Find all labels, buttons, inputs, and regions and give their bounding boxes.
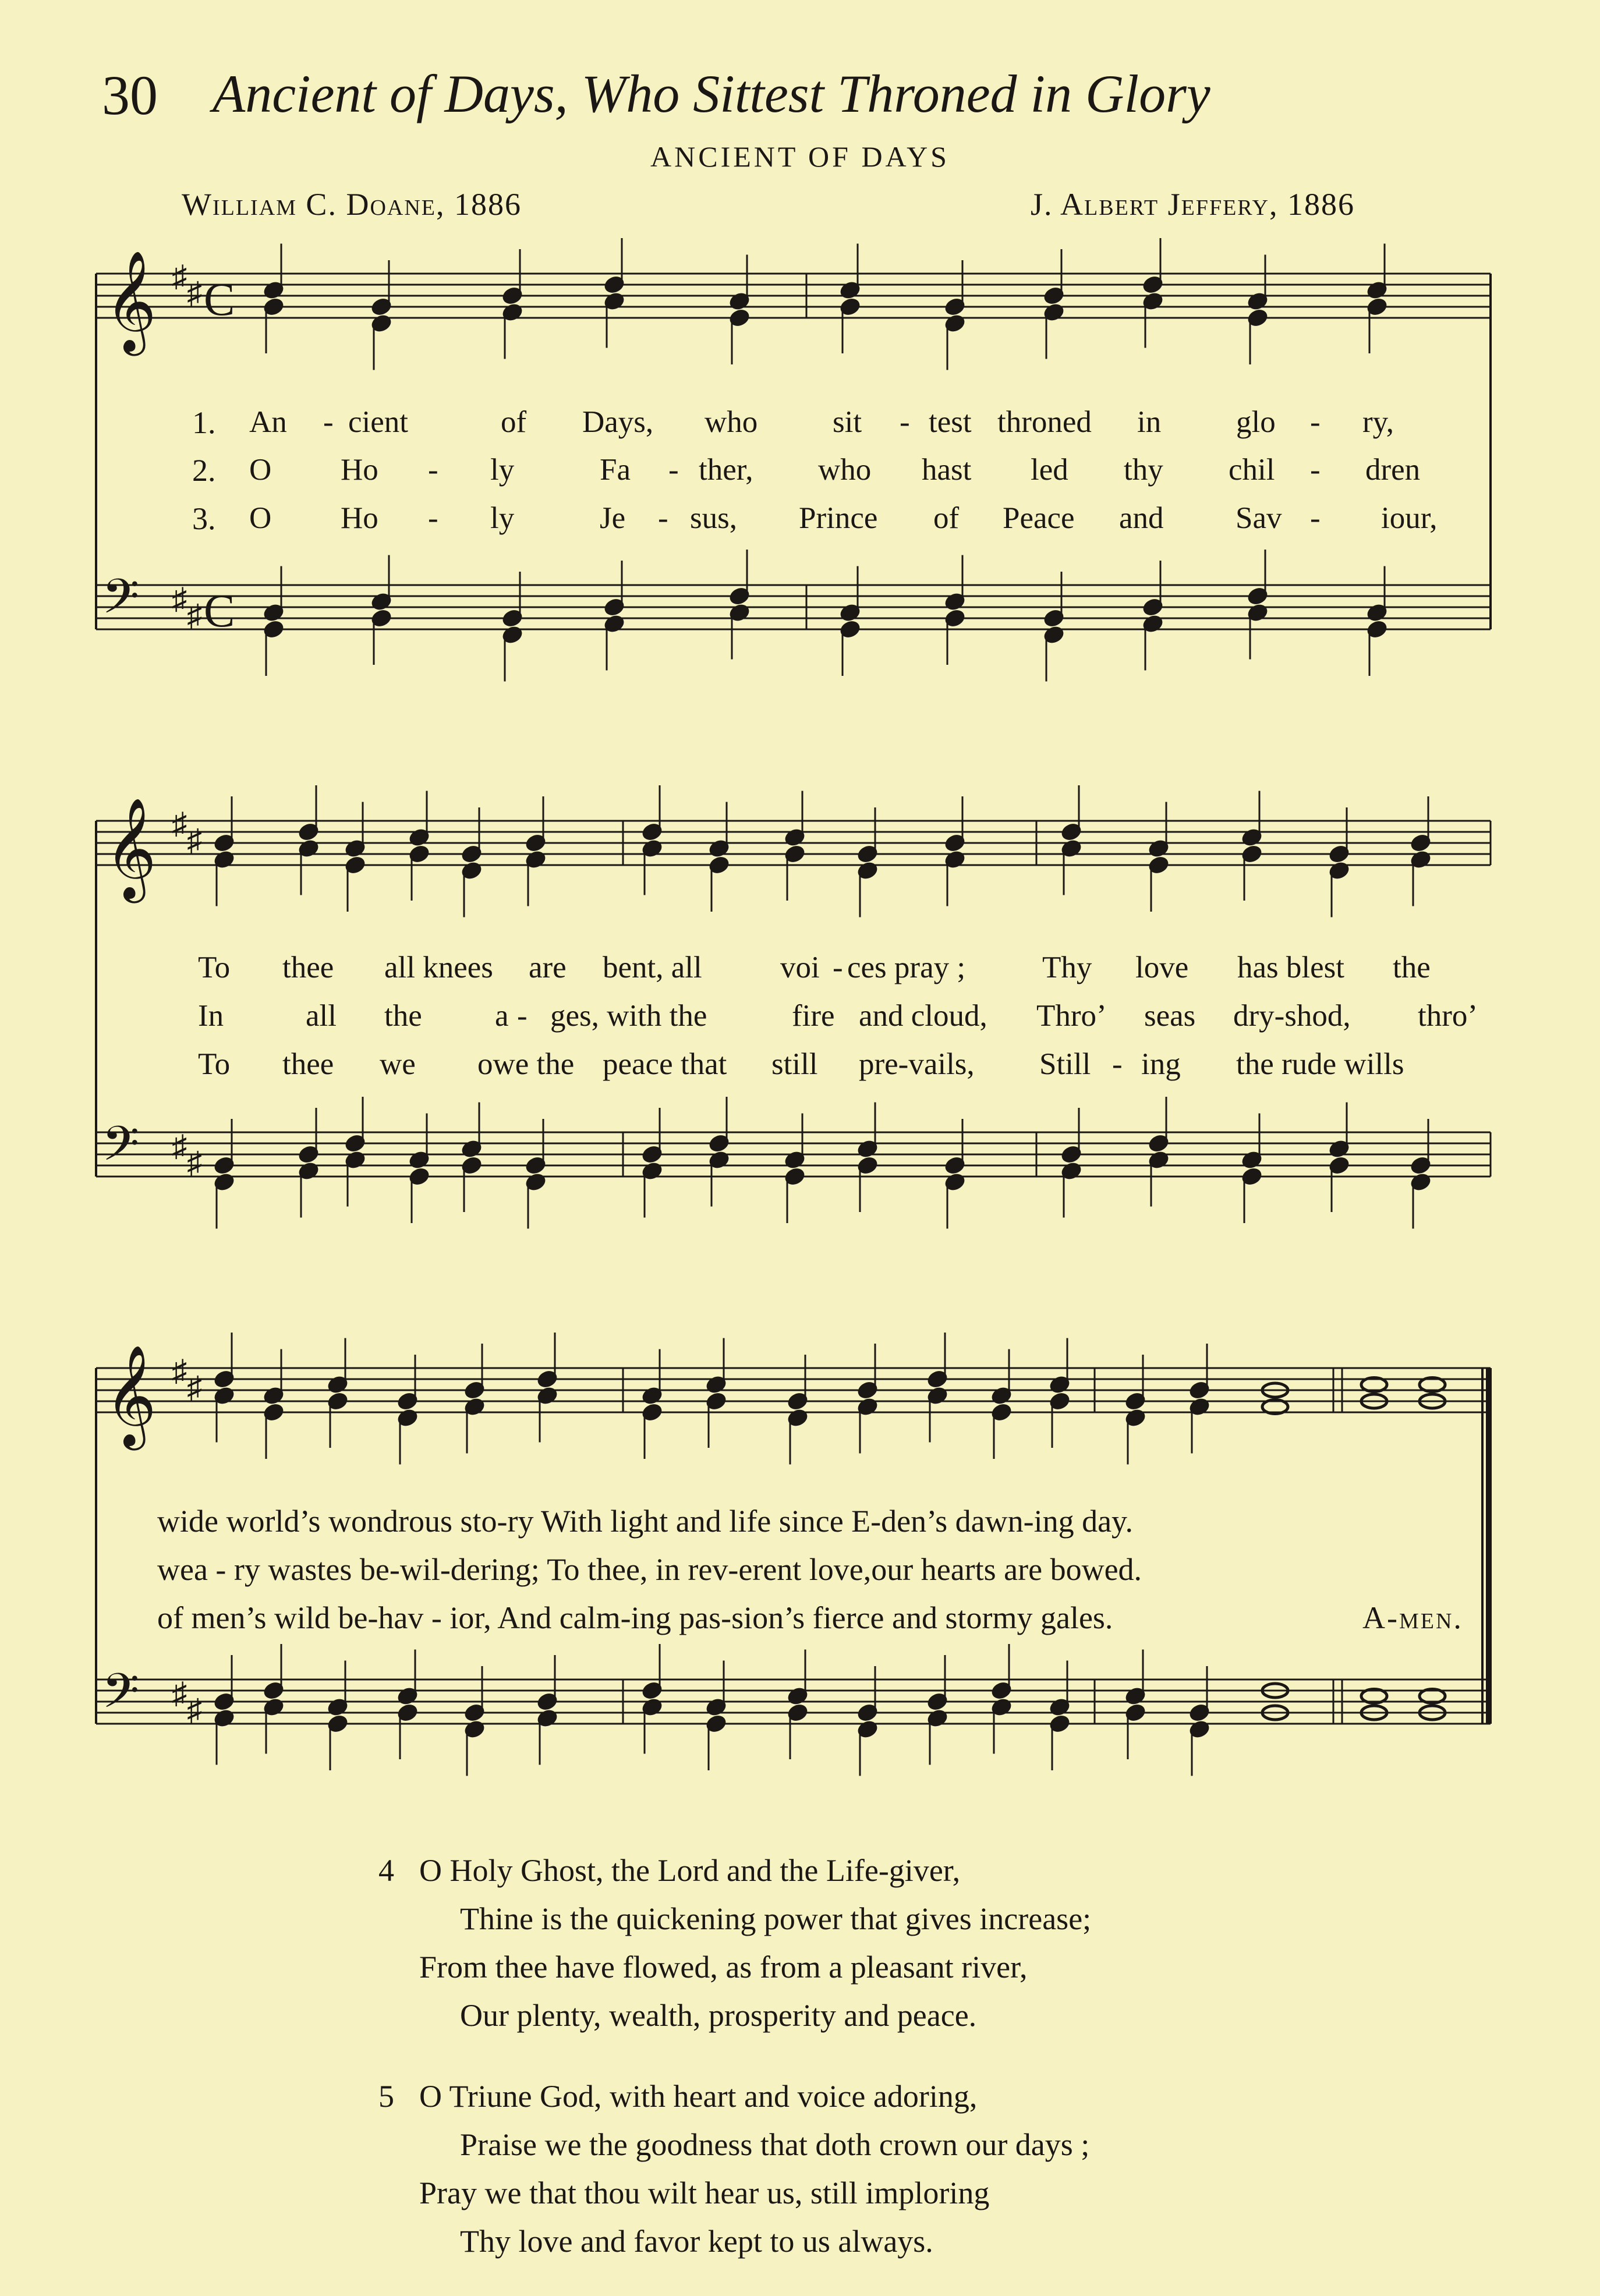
system1-verse-3-syllable: of xyxy=(933,501,960,535)
system1-verse-1-syllable: sit xyxy=(833,405,862,439)
system1-verse-2-syllable: - xyxy=(428,453,438,487)
system2-verse-3-syllable: Still xyxy=(1039,1047,1091,1081)
system1-verse-3-syllable: Je xyxy=(600,501,626,535)
system1-verse-3-syllable: Prince xyxy=(799,501,878,535)
system2-verse-2-syllable: In xyxy=(198,999,224,1033)
system2-verse-3-syllable: still xyxy=(771,1047,818,1081)
system1-verse-2-syllable: - xyxy=(668,453,679,487)
system1-verse-1-syllable: who xyxy=(705,405,758,439)
stanza-4-number: 4 xyxy=(378,1853,394,1888)
bass-clef-icon: 𝄢 xyxy=(102,1115,140,1184)
common-time-icon: C xyxy=(204,274,235,325)
system2-verse-1-syllable: all knees xyxy=(384,951,493,984)
tune-name: ANCIENT OF DAYS xyxy=(650,140,950,173)
key-sharp-icon: ♯ xyxy=(187,1371,202,1405)
system2-verse-2-syllable: and cloud, xyxy=(859,999,987,1033)
system1-verse-1-syllable: test xyxy=(929,405,972,439)
system1-verse-2-syllable: led xyxy=(1031,453,1068,487)
system1-verse-2-syllable: dren xyxy=(1365,453,1421,487)
system3-final-barline-thick xyxy=(1486,1368,1492,1724)
system1-verse-3-syllable: ly xyxy=(490,501,515,535)
system1-verse-1-syllable: cient xyxy=(348,405,408,439)
key-sharp-icon: ♯ xyxy=(172,1355,187,1388)
system2-verse-1-syllable: Thy xyxy=(1042,951,1092,984)
system1-verse-1-syllable: of xyxy=(501,405,527,439)
key-sharp-icon: ♯ xyxy=(187,599,202,633)
system1-verse-2-syllable: hast xyxy=(922,453,972,487)
system2-verse-1-syllable: the xyxy=(1393,951,1431,984)
composer-credit: J. Albert Jeffery, 1886 xyxy=(1031,187,1355,222)
system2-verse-2-syllable: ges, with the xyxy=(550,999,707,1033)
author-credit: William C. Doane, 1886 xyxy=(182,187,522,222)
verse-number-1: 1. xyxy=(192,405,216,440)
system1-verse-1-syllable: ry, xyxy=(1362,405,1394,439)
treble-clef-icon: 𝄞 xyxy=(105,798,157,899)
hymn-number: 30 xyxy=(102,64,158,126)
key-sharp-icon: ♯ xyxy=(187,1146,202,1180)
bass-clef-icon: 𝄢 xyxy=(102,568,140,636)
verse-number-3: 3. xyxy=(192,501,216,536)
system1-verse-2-syllable: Ho xyxy=(341,453,378,487)
system1-verse-2-syllable: ther, xyxy=(699,453,753,487)
system1-verse-1-syllable: Days, xyxy=(582,405,654,439)
system1-verse-2-syllable: chil xyxy=(1229,453,1275,487)
system2-verse-1-syllable: voi xyxy=(780,951,820,984)
common-time-icon: C xyxy=(204,586,235,637)
system1-verse-3-syllable: Ho xyxy=(341,501,378,535)
system1-verse-1-syllable: - xyxy=(900,405,910,439)
system2-verse-1-syllable: To xyxy=(198,951,231,984)
system2-verse-1-syllable: ces pray ; xyxy=(847,951,966,984)
verse-number-2: 2. xyxy=(192,453,216,488)
system1-verse-3-syllable: - xyxy=(658,501,668,535)
system2-verse-3-syllable: the rude wills xyxy=(1236,1047,1404,1081)
system1-verse-2-syllable: - xyxy=(1310,453,1321,487)
stanza-4-line-3: From thee have flowed, as from a pleasant river, xyxy=(419,1950,1028,1985)
key-sharp-icon: ♯ xyxy=(172,260,187,293)
key-sharp-icon: ♯ xyxy=(172,1130,187,1163)
system1-verse-3-syllable: - xyxy=(428,501,438,535)
system1-verse-3-syllable: sus, xyxy=(690,501,738,535)
system2-verse-2-syllable: thro’ xyxy=(1418,999,1478,1033)
system2-verse-3-syllable: peace that xyxy=(603,1047,727,1081)
system1-verse-3-syllable: O xyxy=(249,501,272,535)
system1-verse-2-syllable: O xyxy=(249,453,272,487)
hymn-title: Ancient of Days, Who Sittest Throned in Glory xyxy=(213,64,1210,123)
system2-verse-1-syllable: has blest xyxy=(1237,951,1344,984)
system1-verse-1-syllable: in xyxy=(1137,405,1162,439)
stanza-4-line-4: Our plenty, wealth, prosperity and peace. xyxy=(460,1998,977,2033)
system1-verse-1-syllable: An xyxy=(249,405,287,439)
stanza-4-line-2: Thine is the quickening power that gives increase; xyxy=(460,1901,1092,1936)
system1-verse-3-syllable: Peace xyxy=(1003,501,1075,535)
system2-verse-2-syllable: a xyxy=(495,999,509,1033)
system2-verse-1-syllable: bent, all xyxy=(603,951,702,984)
system1-verse-3-syllable: - xyxy=(1310,501,1321,535)
key-sharp-icon: ♯ xyxy=(172,807,187,841)
system2-verse-1-syllable: love xyxy=(1135,951,1189,984)
system3-verse-3-line: of men’s wild be-hav - ior, And calm-ing pas-sion’s fierce and stormy gales. xyxy=(157,1600,1113,1635)
system2-verse-2-syllable: fire xyxy=(792,999,835,1033)
stanza-4-line-1: O Holy Ghost, the Lord and the Life-giver, xyxy=(419,1853,961,1888)
system1-verse-1-syllable: - xyxy=(323,405,334,439)
stanza-5-number: 5 xyxy=(378,2079,394,2114)
system1-verse-1-syllable: - xyxy=(1310,405,1321,439)
key-sharp-icon: ♯ xyxy=(187,824,202,858)
system2-verse-1-syllable: thee xyxy=(282,951,334,984)
stanza-5-line-1: O Triune God, with heart and voice adoring, xyxy=(419,2079,978,2114)
bass-clef-icon: 𝄢 xyxy=(102,1663,140,1731)
key-sharp-icon: ♯ xyxy=(187,1693,202,1727)
system2-verse-2-syllable: seas xyxy=(1144,999,1196,1033)
stanza-5-line-4: Thy love and favor kept to us always. xyxy=(460,2224,933,2259)
system2-verse-2-syllable: all xyxy=(306,999,337,1033)
system2-verse-3-syllable: we xyxy=(380,1047,416,1081)
system3-verse-2-line: wea - ry wastes be-wil-dering; To thee, in rev-erent love,our hearts are bowed. xyxy=(157,1552,1142,1587)
system2-verse-3-syllable: owe the xyxy=(477,1047,575,1081)
system1-verse-2-syllable: ly xyxy=(490,453,515,487)
system2-verse-2-syllable: dry-shod, xyxy=(1233,999,1351,1033)
system2-verse-2-syllable: the xyxy=(384,999,422,1033)
treble-clef-icon: 𝄞 xyxy=(105,1345,157,1446)
stanza-5-line-2: Praise we the goodness that doth crown our days ; xyxy=(460,2127,1090,2162)
key-sharp-icon: ♯ xyxy=(172,583,187,616)
system1-verse-3-syllable: and xyxy=(1119,501,1164,535)
system3-verse-1-line: wide world’s wondrous sto-ry With light and life since E-den’s dawn-ing day. xyxy=(157,1504,1134,1539)
system2-verse-1-syllable: are xyxy=(529,951,567,984)
treble-clef-icon: 𝄞 xyxy=(105,250,157,352)
system1-verse-3-syllable: Sav xyxy=(1236,501,1282,535)
system2-verse-3-syllable: pre-vails, xyxy=(859,1047,975,1081)
system2-verse-2-syllable: Thro’ xyxy=(1036,999,1107,1033)
system2-verse-3-syllable: - xyxy=(1112,1047,1123,1081)
key-sharp-icon: ♯ xyxy=(172,1677,187,1710)
stanza-5-line-3: Pray we that thou wilt hear us, still imploring xyxy=(419,2175,990,2210)
system2-verse-3-syllable: To xyxy=(198,1047,231,1081)
system1-verse-2-syllable: thy xyxy=(1124,453,1163,487)
system1-verse-1-syllable: throned xyxy=(997,405,1092,439)
system2-verse-3-syllable: thee xyxy=(282,1047,334,1081)
system2-verse-1-syllable: - xyxy=(833,951,843,984)
amen: A-men. xyxy=(1362,1600,1463,1635)
system1-verse-2-syllable: who xyxy=(818,453,872,487)
system2-verse-3-syllable: ing xyxy=(1141,1047,1181,1081)
system1-verse-3-syllable: iour, xyxy=(1381,501,1438,535)
key-sharp-icon: ♯ xyxy=(187,277,202,310)
system1-verse-2-syllable: Fa xyxy=(600,453,631,487)
system1-verse-1-syllable: glo xyxy=(1236,405,1276,439)
system2-verse-2-syllable: - xyxy=(517,999,528,1033)
